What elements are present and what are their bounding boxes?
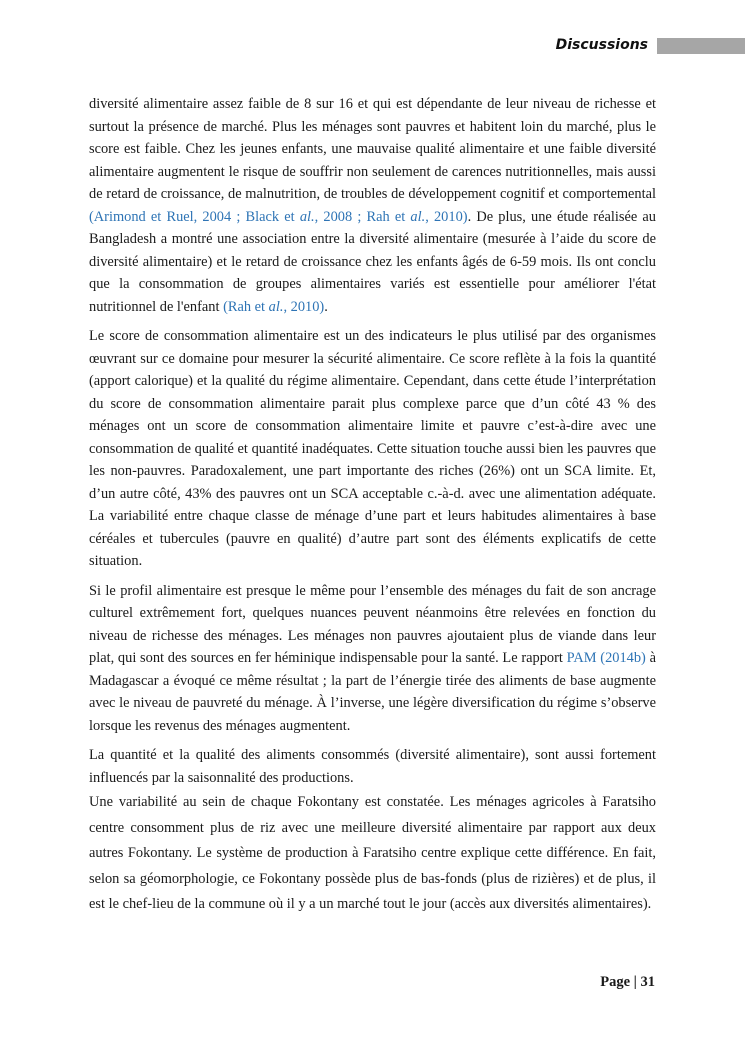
citation-text: , 2008 ; Rah et bbox=[314, 208, 411, 225]
paragraph-4: La quantité et la qualité des aliments consommés (diversité alimentaire), sont aussi fortement influencés par la saisonnalité des productions. bbox=[89, 747, 656, 786]
citation-link[interactable]: PAM (2014b) bbox=[566, 650, 646, 666]
citation-text: al. bbox=[299, 208, 315, 225]
citation-text: al. bbox=[410, 208, 426, 225]
citation-text: , 2010) bbox=[283, 298, 325, 315]
document-body bbox=[89, 93, 656, 918]
citation-link[interactable] bbox=[89, 209, 468, 225]
paragraph-5: Une variabilité au sein de chaque Fokontany est constatée. Les ménages agricoles à Faratsiho centre consomment plus de riz avec une meilleure diversité alimentaire par rapport aux deux autres Fokontany. Le système de production à Faratsiho centre explique cette différence. En fait, selon sa géomorphologie, ce Fokontany possède plus de bas-fonds (plus de rizières) et de plus, il est le chef-lieu de la commune où il y a un marché tout le jour (accès aux diversités alimentaires). bbox=[89, 794, 656, 913]
paragraph-text: à Madagascar a évoqué ce même résultat ; la part de l’énergie tirée des aliments de base augmente avec le niveau de pauvreté du ménage. À l’inverse, une légère diversification du régime s’observe lorsque les revenus des ménages augmentent. bbox=[89, 650, 656, 734]
citation-text: , 2010) bbox=[425, 208, 468, 225]
citation-text: (Arimond et Ruel, 2004 ; Black et bbox=[89, 208, 300, 225]
paragraph-text: diversité alimentaire assez faible de 8 sur 16 et qui est dépendante de leur niveau de richesse et surtout la présence de marché. Plus les ménages sont pauvres et habitent loin du marché, plus le score est faible. Chez les jeunes enfants, une mauvaise qualité alimentaire et une faible diversité alimentaire augmentent le risque de souffrir non seulement de carences nutritionnelles, mais aussi de retard de croissance, de malnutrition, de troubles de développement cognitif et comportemental bbox=[89, 96, 656, 202]
section-header-title: Discussions bbox=[555, 37, 648, 53]
citation-link[interactable] bbox=[223, 299, 324, 315]
paragraph-3 bbox=[89, 580, 656, 738]
paragraph-2: Le score de consommation alimentaire est un des indicateurs le plus utilisé par des organismes œuvrant sur ce domaine pour mesurer la sécurité alimentaire. Ce score reflète à la fois la quantité (apport calorique) et la qualité du régime alimentaire. Cependant, dans cette étude l’interprétation du score de consommation alimentaire parait plus complexe parce que d’un côté 43 % des ménages ont un score de consommation alimentaire limite et pauvre c’est-à-dire avec une consommation de qualité et quantité inadéquates. Cette situation touche aussi bien les pauvres que les non-pauvres. Paradoxalement, une part importante des riches (26%) ont un SCA limite. Et, d’un autre côté, 43% des pauvres ont un SCA acceptable c.-à-d. avec une alimentation adéquate. La variabilité entre chaque classe de ménage d’une part et leurs habitudes alimentaires à base céréales et tubercules (pauvre en qualité) d’autre part sont des éléments explicatifs de cette situation. bbox=[89, 328, 656, 569]
citation-text: (Rah et bbox=[223, 298, 269, 315]
citation-text: al. bbox=[268, 298, 284, 315]
paragraph-text: Si le profil alimentaire est presque le même pour l’ensemble des ménages du fait de son ancrage culturel extrêmement fort, quelques nuances peuvent néanmoins être relevées en fonction du niveau de richesse des ménages. Les ménages non pauvres ajoutaient plus de viande dans leur plat, qui sont des sources en fer héminique indispensable pour la santé. Le rapport bbox=[89, 582, 656, 666]
header-accent-bar bbox=[657, 38, 745, 54]
paragraph-text: . De plus, une étude réalisée au Bangladesh a montré une association entre la diversité alimentaire (mesurée à l’aide du score de diversité alimentaire) et le retard de croissance chez les enfants âgés de 6-59 mois. Ils ont conclu que la consommation de groupes alimentaires variés est essentielle pour améliorer l'état nutritionnel de l'enfant bbox=[89, 208, 656, 315]
page-number: Page | 31 bbox=[600, 974, 655, 990]
paragraph-1 bbox=[89, 93, 656, 318]
paragraph-text: . bbox=[324, 298, 328, 315]
